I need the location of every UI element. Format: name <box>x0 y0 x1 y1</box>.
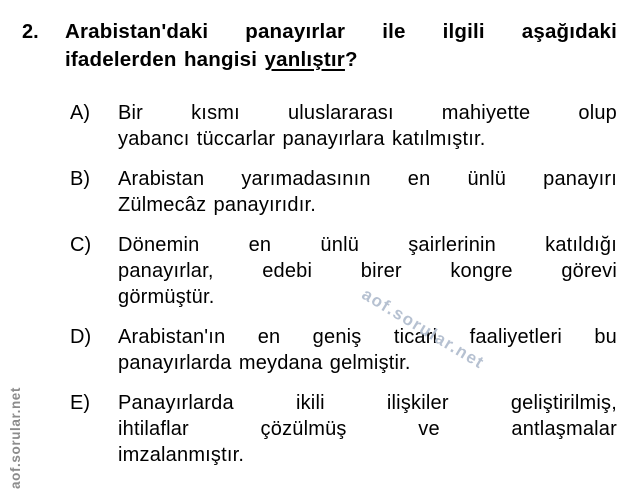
question-line-2-prefix: ifadelerden hangisi <box>65 48 265 71</box>
option-a-text <box>118 100 617 152</box>
option-b <box>70 166 617 218</box>
option-c <box>70 232 617 310</box>
option-c-text <box>118 232 617 310</box>
option-b-line-1: Arabistan yarımadasının en ünlü panayırı <box>118 168 617 190</box>
question-line-1: Arabistan'daki panayırlar ile ilgili aşağıdaki <box>65 20 617 43</box>
option-e-text <box>118 390 617 468</box>
option-a-line-1: Bir kısmı uluslararası mahiyette olup <box>118 102 617 124</box>
option-c-line-3: görmüştür. <box>118 286 215 308</box>
option-d <box>70 324 617 376</box>
option-b-letter: B) <box>70 168 90 190</box>
option-e <box>70 390 617 468</box>
options-list <box>0 74 638 468</box>
option-b-text <box>118 166 617 218</box>
option-e-letter: E) <box>70 392 90 414</box>
option-c-letter: C) <box>70 234 92 256</box>
option-c-line-2: panayırlar, edebi birer kongre görevi <box>118 260 617 282</box>
option-a <box>70 100 617 152</box>
option-d-line-2: panayırlarda meydana gelmiştir. <box>118 352 411 374</box>
question-block <box>0 0 638 74</box>
question-underlined-word: yanlıştır <box>264 48 345 71</box>
watermark-side-vertical: aof.sorular.net <box>8 386 23 490</box>
option-d-letter: D) <box>70 326 92 348</box>
question-mark: ? <box>344 48 358 71</box>
option-d-line-1: Arabistan'ın en geniş ticari faaliyetleri bu <box>118 326 617 348</box>
option-a-letter: A) <box>70 102 90 124</box>
question-line-2 <box>65 46 617 74</box>
option-d-text <box>118 324 617 376</box>
option-e-line-3: imzalanmıştır. <box>118 444 245 466</box>
option-e-line-1: Panayırlarda ikili ilişkiler geliştirilmiş, <box>118 392 617 414</box>
option-b-line-2: Zülmecâz panayırıdır. <box>118 194 317 216</box>
option-c-line-1: Dönemin en ünlü şairlerinin katıldığı <box>118 234 617 256</box>
watermark-diagonal: aof.sorular.net <box>358 284 488 373</box>
question-text <box>65 18 617 74</box>
option-a-line-2: yabancı tüccarlar panayırlara katılmıştır. <box>118 128 486 150</box>
option-e-line-2: ihtilaflar çözülmüş ve antlaşmalar <box>118 418 617 440</box>
question-number: 2. <box>22 21 39 43</box>
